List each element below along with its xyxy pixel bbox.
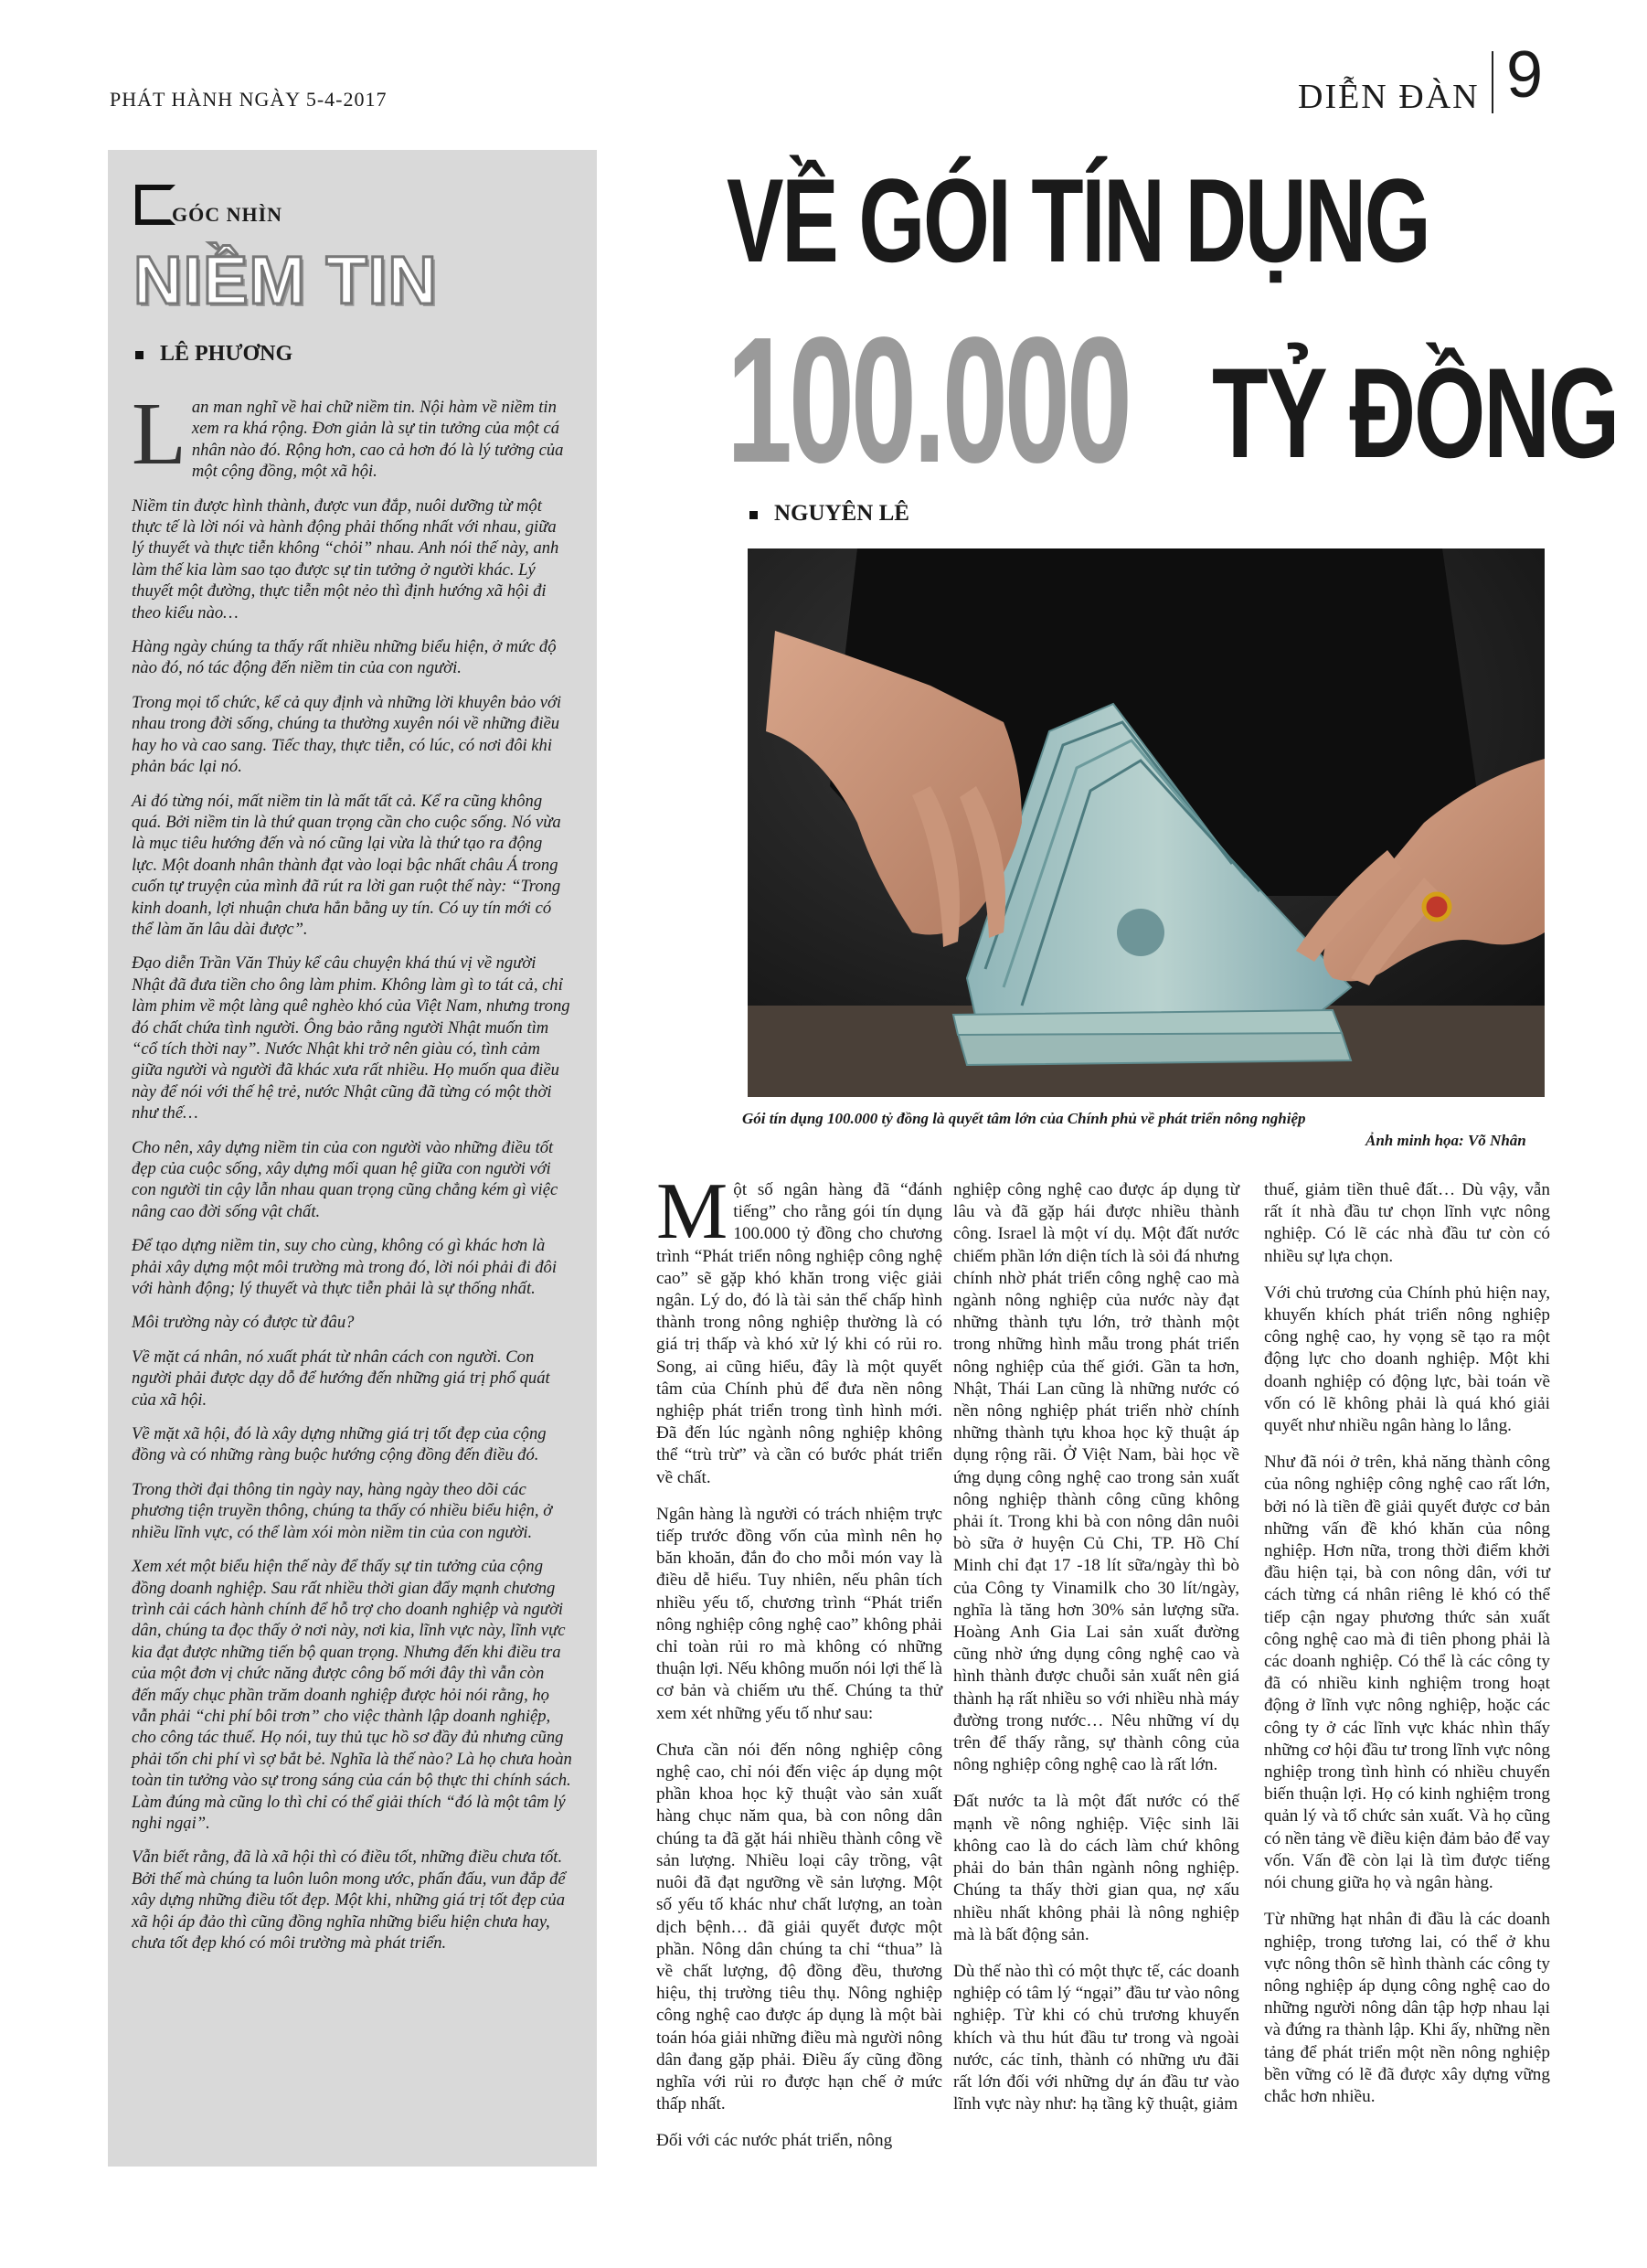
sidebar-byline — [135, 342, 292, 367]
article-paragraph: Với chủ trương của Chính phủ hiện nay, khuyến khích phát triển nông nghiệp công nghệ cao, hy vọng sẽ tạo ra một động lực cho doanh nghiệp. Một khi doanh nghiệp có động lực, bài toán về vốn có lẽ không phải là quá khó giải quyết như nhiều ngân hàng lo lắng. — [1264, 1283, 1550, 1436]
article-byline — [749, 501, 909, 527]
sidebar-paragraph: Để tạo dựng niềm tin, suy cho cùng, không có gì khác hơn là phải xây dựng một môi trường mà trong đó, lời nói phải đi đôi với hành động; lý thuyết và thực tiễn phải là sự thống nhất. — [132, 1236, 558, 1299]
headline-line-2: TỶ ĐỒNG — [1212, 341, 1619, 484]
photo-caption: Gói tín dụng 100.000 tỷ đồng là quyết tâm lớn của Chính phủ về phát triển nông nghiệp — [742, 1110, 1306, 1127]
headline-line-1: VỀ GÓI TÍN DỤNG — [727, 154, 1429, 287]
money-counting-illustration — [748, 548, 1545, 1097]
sidebar-paragraph: Hàng ngày chúng ta thấy rất nhiều những biểu hiện, ở mức độ nào đó, nó tác động đến niềm tin của con người. — [132, 637, 557, 678]
sidebar-title: NIỀM TIN — [133, 242, 438, 318]
sidebar-paragraph: Trong thời đại thông tin ngày nay, hàng ngày theo dõi các phương tiện truyền thông, chúng ta thấy có nhiều biểu hiện, ở nhiều lĩnh vực, có thể làm xói mòn niềm tin của con người. — [132, 1479, 553, 1542]
bullet-icon — [135, 351, 143, 359]
article-paragraph: Từ những hạt nhân đi đầu là các doanh nghiệp, trong tương lai, có thể ở khu vực nông thôn sẽ hình thành các công ty nông nghiệp áp dụng công nghệ cao do những người nông dân tập hợp nhau lại và đứng ra thành lập. Khi ấy, những nền tảng để phát triển một nền nông nghiệp bền vững có lẽ đã được xây dựng vững chắc hơn nhiều. — [1264, 1910, 1550, 2106]
sidebar-paragraph: Vẫn biết rằng, đã là xã hội thì có điều tốt, những điều chưa tốt. Bởi thế mà chúng ta luôn luôn mong ước, phấn đấu, vun đắp để xây dựng những điều tốt đẹp. Một khi, những giá trị tốt đẹp của xã hội áp đảo thì cũng đồng nghĩa những biểu hiện chưa hay, chưa tốt đẹp khó có môi trường mà phát triển. — [132, 1847, 566, 1953]
sidebar-body — [132, 385, 572, 1966]
bracket-icon — [135, 185, 175, 225]
photo-credit: Ảnh minh họa: Võ Nhân — [1365, 1132, 1526, 1149]
article-paragraph: thuế, giảm tiền thuê đất… Dù vậy, vẫn rất ít nhà đầu tư chọn lĩnh vực nông nghiệp. Có lẽ các nhà đầu tư còn có nhiều sự lựa chọn. — [1264, 1180, 1550, 1266]
article-paragraph: Một số ngân hàng đã “đánh tiếng” cho rằng gói tín dụng 100.000 tỷ đồng cho chương trình “Phát triển nông nghiệp công nghệ cao” sẽ gặp khó khăn trong việc giải ngân. Lý do, đó là tài sản thế chấp hình thành trong nông nghiệp thường là có giá trị thấp và khó xử lý khi có rủi ro. Song, ai cũng hiểu, đây là một quyết tâm của Chính phủ để đưa nền nông nghiệp phát triển trong tình hình mới. Đã đến lúc ngành nông nghiệp không thể “trù trừ” và cần có bước phát triển về chất. — [656, 1167, 942, 1487]
sidebar-paragraph: Ai đó từng nói, mất niềm tin là mất tất cả. Kể ra cũng không quá. Bởi niềm tin là thứ quan trọng cần cho cuộc sống. Nó vừa là mục tiêu hướng đến và nó cũng lại vừa là thứ tạo ra động lực. Một doanh nhân thành đạt vào loại bậc nhất châu Á trong cuốn tự truyện của mình đã rút ra lời gan ruột thế này: “Trong kinh doanh, lợi nhuận chưa hẳn bằng uy tín. Có uy tín mới có thể làm ăn lâu dài được”. — [132, 791, 561, 939]
sidebar-paragraph: Trong mọi tổ chức, kể cả quy định và những lời khuyên bảo với nhau trong đời sống, chúng ta thường xuyên nói về những điều hay ho và cao sang. Tiếc thay, thực tiễn, có lúc, có nơi đôi khi phản bác lại nó. — [132, 692, 562, 777]
sidebar-paragraph: Cho nên, xây dựng niềm tin của con người vào những điều tốt đẹp của cuộc sống, xây dựng mối quan hệ giữa con người với con người tin cậy lẫn nhau quan trọng cũng chẳng kém gì việc nâng cao đời sống vật chất. — [132, 1137, 558, 1221]
sidebar-paragraph: Môi trường này có được từ đâu? — [132, 1313, 355, 1333]
page-number: 9 — [1506, 38, 1544, 112]
sidebar-paragraph: Niềm tin được hình thành, được vun đắp, nuôi dưỡng từ một thực tế là lời nói và hành động phải thống nhất với nhau, giữa lý thuyết và thực tiễn không “chỏi” nhau. Anh nói thế này, anh làm thế kia làm sao tạo được sự tin tưởng ở người khác. Lý thuyết một đường, thực tiễn một nẻo thì định hướng xã hội đi theo kiểu nào… — [132, 495, 559, 623]
article-column-2 — [953, 1179, 1239, 2130]
issue-date: PHÁT HÀNH NGÀY 5-4-2017 — [110, 88, 388, 111]
article-paragraph: Dù thế nào thì có một thực tế, các doanh nghiệp có tâm lý “ngại” đầu tư vào nông nghiệp. Từ khi có chủ trương khuyến khích và thu hút đầu tư trong và ngoài nước, các tỉnh, thành có những ưu đãi rất lớn đối với những dự án đầu tư vào lĩnh vực này như: hạ tầng kỹ thuật, giảm — [953, 1961, 1239, 2114]
article-paragraph: Đối với các nước phát triển, nông — [656, 2131, 893, 2151]
article-paragraph: nghiệp công nghệ cao được áp dụng từ lâu và đã gặp hái được nhiều thành công. Israel là một ví dụ. Một đất nước chiếm phần lớn diện tích là sỏi đá nhưng chính nhờ phát triển công nghệ cao mà ngành nông nghiệp của nước này đạt những thành tựu lớn, trở thành một trong những hình mẫu trong phát triển nông nghiệp của thế giới. Gần ta hơn, Nhật, Thái Lan cũng là những nước có nền nông nghiệp phát triển nhờ chính những thành tựu khoa học kỹ thuật áp dụng rộng rãi. Ở Việt Nam, bài học về ứng dụng công nghệ cao trong sản xuất nông nghiệp thành công cũng không phải ít. Trong khi bà con nông dân nuôi bò sữa ở huyện Củ Chi, TP. Hồ Chí Minh chỉ đạt 17 -18 lít sữa/ngày thì bò của Công ty Vinamilk cho 30 lít/ngày, nghĩa là tăng hơn 30% sản lượng sữa. Hoàng Anh Gia Lai sản xuất đường cũng nhờ ứng dụng công nghệ cao và hình thành được chuỗi sản xuất nên giá thành hạ rất nhiều so với nhiều nhà máy đường trong nước… Nêu những ví dụ trên để thấy rằng, sự thành công của nông nghiệp công nghệ cao là rất lớn. — [953, 1180, 1239, 1775]
sidebar-paragraph: Lan man nghĩ về hai chữ niềm tin. Nội hàm về niềm tin xem ra khá rộng. Đơn giản là sự tin tưởng của một cá nhân nào đó. Rộng hơn, cao cả hơn đó là lý tưởng của một cộng đồng, một xã hội. — [132, 385, 564, 484]
sidebar-paragraph: Xem xét một biểu hiện thế này để thấy sự tin tưởng của cộng đồng doanh nghiệp. Sau rất nhiều thời gian đẩy mạnh chương trình cải cách hành chính để hỗ trợ cho doanh nghiệp và người dân, chúng ta đọc thấy ở nơi này, nơi kia, lĩnh vực này, lĩnh vực kia đạt được những tiến bộ quan trọng. Nhưng đến khi điều tra của một đơn vị chức năng được công bố mới đây thì vẫn còn đến mấy chục phần trăm doanh nghiệp được hỏi nói rằng, họ vẫn phải “chi phí bôi trơn” cho việc thành lập doanh nghiệp, cho công tác thuế. Họ nói, tuy thủ tục hồ sơ đầy đủ nhưng cũng phải tốn chi phí vì sợ bắt bẻ. Nghĩa là thế nào? Là họ chưa hoàn toàn tin tưởng vào sự trong sáng của cán bộ thực thi chính sách. Làm đúng mà cũng lo thì chỉ có thể giải thích “đó là một tâm lý nghi ngại”. — [132, 1557, 572, 1833]
bullet-icon — [749, 511, 758, 519]
drop-cap: L — [132, 385, 186, 484]
article-paragraph: Chưa cần nói đến nông nghiệp công nghệ cao, chỉ nói đến việc áp dụng một phần khoa học kỹ thuật vào sản xuất hàng chục năm qua, bà con nông dân chúng ta đã gặt hái nhiều thành công về sản lượng. Nhiều loại cây trồng, vật nuôi đã đạt ngưỡng về sản lượng. Một số yếu tố khác như chất lượng, an toàn dịch bệnh… đã giải quyết được một phần. Nông dân chúng ta chỉ “thua” là về chất lượng, độ đồng đều, thương hiệu, thị trường tiêu thụ. Nông nghiệp công nghệ cao được áp dụng là một bài toán hóa giải những điều mà người nông dân đang gặp phải. Điều ấy cũng đồng nghĩa với rủi ro được hạn chế ở mức thấp nhất. — [656, 1740, 942, 2114]
sidebar-paragraph: Về mặt xã hội, đó là xây dựng những giá trị tốt đẹp của cộng đồng và có những ràng buộc hướng cộng đồng đến điều đó. — [132, 1424, 547, 1465]
sidebar-paragraph: Về mặt cá nhân, nó xuất phát từ nhân cách con người. Con người phải được dạy dỗ để hướng đến những giá trị phổ quát của xã hội. — [132, 1347, 550, 1410]
section-name: DIỄN ĐÀN — [1298, 78, 1480, 116]
article-column-1 — [656, 1167, 942, 2167]
article-column-3 — [1264, 1179, 1550, 2123]
sidebar-column — [108, 150, 597, 2167]
article-author: NGUYÊN LÊ — [774, 501, 909, 526]
sidebar-kicker: GÓC NHÌN — [172, 203, 283, 226]
article-paragraph: Như đã nói ở trên, khả năng thành công của nông nghiệp công nghệ cao rất lớn, bởi nó là tiền đề giải quyết được cơ bản những vấn đề khó khăn của nông nghiệp. Hơn nữa, trong thời điểm khởi đầu hiện tại, bà con nông dân, với tư cách từng cá nhân riêng lẻ khó có thể tiếp cận ngay phương thức sản xuất công nghệ cao mà đi tiên phong phải là các doanh nghiệp. Có thể là các công ty đã có nhiều kinh nghiệm trong hoạt động ở lĩnh vực nông nghiệp, hoặc các công ty ở các lĩnh vực khác nhìn thấy những cơ hội đầu tư trong lĩnh vực nông nghiệp trong tình hình có nhiều chuyển biến thuận lợi. Họ có kinh nghiệm trong quản lý và tổ chức sản xuất. Và họ cũng có nền tảng về điều kiện đảm bảo để vay vốn. Vấn đề còn lại là tìm được tiếng nói chung giữa họ và ngân hàng. — [1264, 1453, 1550, 1893]
sidebar-author: LÊ PHƯƠNG — [160, 342, 293, 366]
drop-cap: M — [656, 1167, 728, 1256]
header-divider — [1492, 51, 1493, 113]
headline-number: 100.000 — [727, 300, 1129, 500]
sidebar-paragraph: Đạo diễn Trần Văn Thủy kể câu chuyện khá thú vị về người Nhật đã đưa tiền cho ông làm phim. Không làm gì to tát cả, chỉ làm phim về một làng quê nghèo khó của Việt Nam, nhưng trong đó chất chứa tình người. Ông bảo rằng người Nhật muốn tìm “cổ tích thời nay”. Nước Nhật khi trở nên giàu có, tình cảm giữa người và người đã khác xưa rất nhiều. Họ muốn qua điều này để nói với thế hệ trẻ, nước Nhật cũng đã từng có một thời như thế… — [132, 953, 570, 1123]
article-photo — [748, 548, 1545, 1097]
article-paragraph: Đất nước ta là một đất nước có thế mạnh về nông nghiệp. Việc sinh lãi không cao là do cách làm chứ không phải do bản thân ngành nông nghiệp. Chúng ta thấy thời gian qua, nợ xấu nhiều nhất không phải là nông nghiệp mà là bất động sản. — [953, 1792, 1239, 1944]
article-paragraph: Ngân hàng là người có trách nhiệm trực tiếp trước đồng vốn của mình nên họ băn khoăn, đắn đo cho mỗi món vay là điều dễ hiểu. Tuy nhiên, nếu phân tích nhiều yếu tố, chương trình “Phát triển nông nghiệp công nghệ cao” không phải chỉ toàn rủi ro mà không có những thuận lợi. Nếu không muốn nói lợi thế là cơ bản và chiếm ưu thế. Chúng ta thử xem xét những yếu tố như sau: — [656, 1504, 942, 1723]
